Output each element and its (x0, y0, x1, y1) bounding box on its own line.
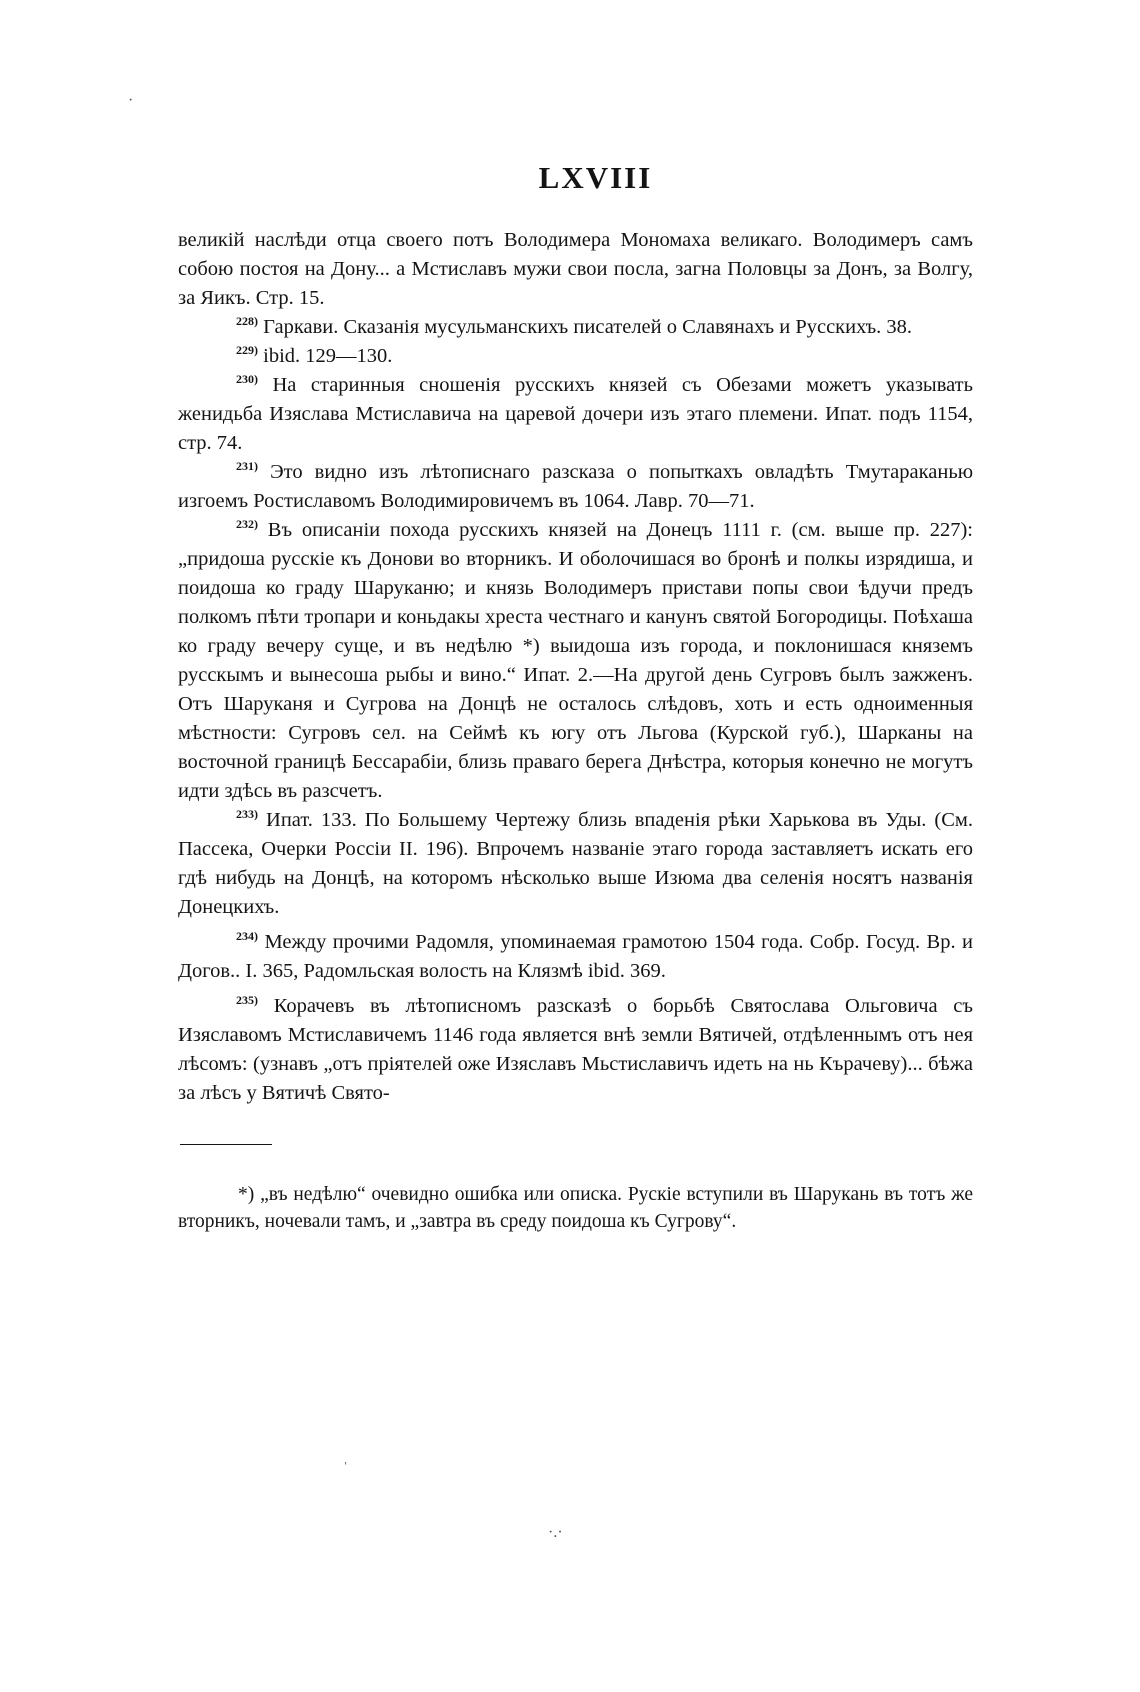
note-number: 233) (236, 807, 258, 822)
note-233 (178, 806, 973, 922)
note-text: Ипат. 133. По Большему Чертежу близь впаденія рѣки Харькова въ Уды. (См. Пассека, Очерки Россіи II. 196). Впрочемъ названіе этаго города заставляетъ искать его гдѣ нибудь на Донцѣ, на которомъ нѣсколько выше Изюма два селенія носятъ названія Донецкихъ. (178, 809, 973, 918)
scan-speck: ·.· (548, 1524, 563, 1541)
paragraph-continuation: великій наслѣди отца своего потъ Володимера Мономаха великаго. Володимеръ самъ собою постоя на Дону... а Мстиславъ мужи свои посла, загна Половцы за Донъ, за Волгу, за Яикъ. Стр. 15. (178, 229, 973, 309)
book-page (178, 160, 973, 1255)
note-text: Въ описаніи похода русскихъ князей на Донецъ 1111 г. (см. выше пр. 227): „придоша русскіе къ Донови во вторникъ. И оболочишася во бронѣ и полкы изрядиша, и поидоша ко граду Шаруканю; и князь Володимеръ пристави попы свои ѣдучи предъ полкомъ пѣти тропари и коньдакы хреста честнаго и канунъ святой Богородицы. Поѣхаша ко граду вечеру суще, и въ недѣлю *) выидоша изъ города, и поклонишася княземъ русскымъ и вынесоша рыбы и вино.“ Ипат. 2.—На другой день Сугровъ былъ зажженъ. Отъ Шаруканя и Сугрова на Донцѣ не осталось слѣдовъ, хоть и есть одноименныя мѣстности: Сугровъ сел. на Сеймѣ къ югу отъ Льгова (Курской губ.), Шарканы на восточной границѣ Бессарабіи, близь праваго берега Днѣстра, которыя конечно не могутъ идти здѣсь въ разсчетъ. (178, 519, 974, 802)
note-232 (178, 516, 973, 806)
note-235 (178, 992, 973, 1108)
note-text: Между прочими Радомля, упоминаемая грамотою 1504 года. Собр. Госуд. Вр. и Догов.. I. 365, Радомльская волость на Клязмѣ ibid. 369. (178, 931, 973, 982)
note-230 (178, 371, 973, 458)
note-text: ibid. 129—130. (263, 345, 393, 367)
note-234 (178, 928, 973, 986)
scan-speck: ˌ (343, 1448, 349, 1465)
note-229 (178, 342, 973, 371)
note-text: Это видно изъ лѣтописнаго разсказа о попыткахъ овладѣть Тмутараканью изгоемъ Ростиславомъ Володимировичемъ въ 1064. Лавр. 70—71. (178, 461, 974, 512)
note-number: 234) (236, 929, 258, 944)
note-text: Корачевъ въ лѣтописномъ разсказѣ о борьбѣ Святослава Ольговича съ Изяславомъ Мстиславичемъ 1146 года является внѣ земли Вятичей, отдѣленнымъ отъ нея лѣсомъ: (узнавъ „отъ пріятелей оже Изяславъ Мьстиславичъ идеть на нь Кърачеву)... бѣжа за лѣсъ у Вятичѣ Свято- (178, 995, 974, 1104)
note-number: 232) (236, 517, 258, 532)
note-text: На старинныя сношенія русскихъ князей съ Обезами можетъ указывать женидьба Изяслава Мстиславича на царевой дочери изъ этаго племени. Ипат. подъ 1154, стр. 74. (178, 374, 973, 454)
note-text: Гаркави. Сказанія мусульманскихъ писателей о Славянахъ и Русскихъ. 38. (263, 316, 913, 338)
note-231 (178, 458, 973, 516)
note-number: 231) (236, 459, 258, 474)
footnote: *) „въ недѣлю“ очевидно ошибка или описка. Рускіе вступили въ Шарукань въ тотъ же вторникъ, ночевали тамъ, и „завтра въ среду поидоша къ Сугрову“. (178, 1184, 973, 1232)
footnote-separator (180, 1144, 272, 1145)
scan-speck: · (128, 92, 134, 109)
note-228 (178, 313, 973, 342)
page-number: LXVIII (538, 160, 653, 195)
note-number: 235) (236, 993, 258, 1008)
note-number: 230) (236, 372, 258, 387)
note-number: 228) (236, 314, 258, 329)
note-number: 229) (236, 343, 258, 358)
